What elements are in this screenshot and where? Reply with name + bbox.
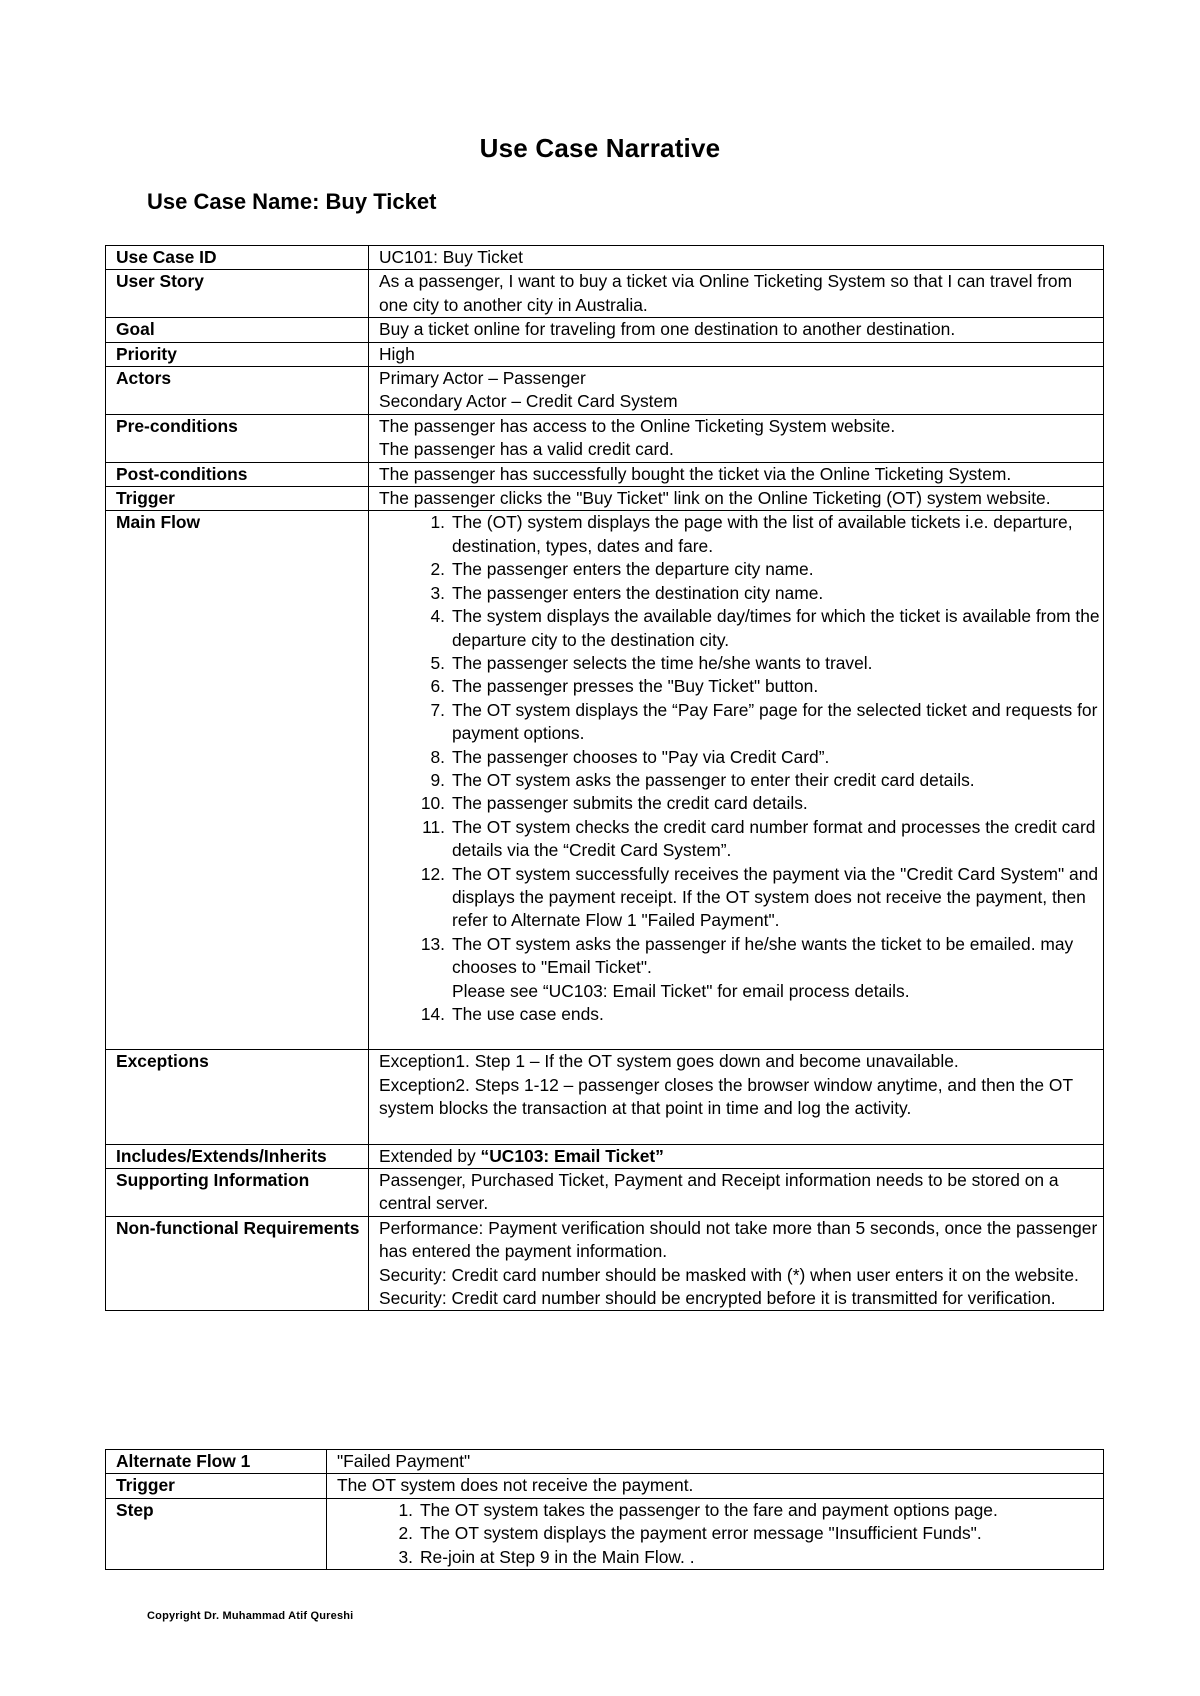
use-case-id-value: UC101: Buy Ticket (369, 246, 1104, 270)
list-item (379, 933, 1100, 1003)
includes-value (369, 1144, 1104, 1168)
step-text: Re-join at Step 9 in the Main Flow. . (420, 1546, 695, 1567)
user-story-value: As a passenger, I want to buy a ticket via Online Ticketing System so that I can travel from one city to another city in Australia. (369, 270, 1104, 318)
copyright-footer: Copyright Dr. Muhammad Atif Qureshi (147, 1610, 354, 1622)
step-text: The OT system displays the payment error message "Insufficient Funds". (420, 1523, 982, 1544)
list-item (379, 511, 1100, 558)
exception-item: Exception1. Step 1 – If the OT system goes down and become unavailable. (379, 1051, 959, 1072)
step-number: 2. (430, 559, 445, 580)
exceptions-label: Exceptions (106, 1050, 369, 1144)
list-item (337, 1522, 1100, 1545)
step-text: The passenger selects the time he/she wants to travel. (452, 652, 873, 673)
trigger-value: The passenger clicks the "Buy Ticket" link on the Online Ticketing (OT) system website. (369, 487, 1104, 511)
supporting-information-value: Passenger, Purchased Ticket, Payment and Receipt information needs to be stored on a central server. (369, 1169, 1104, 1217)
list-item (379, 746, 1100, 769)
pre-conditions-value (369, 414, 1104, 462)
table-row-main-flow (106, 511, 1104, 1050)
table-row-alternate-flow (106, 1450, 1104, 1474)
main-flow-value (369, 511, 1104, 1050)
step-number: 9. (430, 769, 445, 790)
step-number: 1. (398, 1499, 413, 1520)
step-text: The system displays the available day/times for which the ticket is available from the departure city to the destination city. (452, 606, 1100, 650)
alternate-flow-table (105, 1449, 1104, 1570)
step-number: 3. (430, 582, 445, 603)
includes-reference: “UC103: Email Ticket” (480, 1145, 664, 1166)
table-row-alt-trigger (106, 1474, 1104, 1498)
table-row-post-conditions (106, 462, 1104, 486)
post-conditions-label: Post-conditions (106, 462, 369, 486)
primary-actor: Primary Actor – Passenger (379, 368, 586, 389)
alt-step-value (327, 1498, 1104, 1569)
alternate-flow-steps (337, 1499, 1100, 1569)
step-text: The use case ends. (452, 1004, 604, 1024)
step-text: The passenger enters the departure city name. (452, 559, 814, 580)
table-row-pre-conditions (106, 414, 1104, 462)
table-row-exceptions (106, 1050, 1104, 1144)
actors-label: Actors (106, 367, 369, 415)
list-item (379, 582, 1100, 605)
step-text: The passenger presses the "Buy Ticket" button. (452, 676, 819, 697)
table-row-goal (106, 318, 1104, 342)
supporting-information-label: Supporting Information (106, 1169, 369, 1217)
list-item (379, 1003, 1100, 1026)
exception-item: Exception2. Steps 1-12 – passenger closes the browser window anytime, and then the OT system blocks the transaction at that point in time and log the activity. (379, 1074, 1073, 1119)
step-number: 8. (430, 746, 445, 767)
step-text: The (OT) system displays the page with the list of available tickets i.e. departure, destination, types, dates and fare. (452, 512, 1073, 556)
step-text: The passenger submits the credit card details. (452, 793, 808, 814)
list-item (379, 652, 1100, 675)
post-conditions-value: The passenger has successfully bought the ticket via the Online Ticketing System. (369, 462, 1104, 486)
table-row-supporting-information (106, 1169, 1104, 1217)
list-item (379, 816, 1100, 863)
table-row-actors (106, 367, 1104, 415)
step-text: The OT system asks the passenger to enter their credit card details. (452, 769, 975, 790)
list-item (379, 605, 1100, 652)
step-text: The OT system asks the passenger if he/she wants the ticket to be emailed. may chooses to "Email Ticket". (452, 933, 1074, 978)
use-case-table (105, 245, 1104, 1311)
step-number: 7. (430, 699, 445, 720)
table-row-trigger (106, 487, 1104, 511)
goal-value: Buy a ticket online for traveling from one destination to another destination. (369, 318, 1104, 342)
step-number: 2. (398, 1523, 413, 1544)
step-number: 5. (430, 652, 445, 673)
non-functional-label: Non-functional Requirements (106, 1216, 369, 1311)
trigger-label: Trigger (106, 487, 369, 511)
step-text: The OT system displays the “Pay Fare” page for the selected ticket and requests for payment options. (452, 699, 1098, 744)
step-text: The OT system checks the credit card number format and processes the credit card details via the “Credit Card System”. (452, 816, 1096, 861)
goal-label: Goal (106, 318, 369, 342)
secondary-actor: Secondary Actor – Credit Card System (379, 391, 678, 412)
use-case-id-label: Use Case ID (106, 246, 369, 270)
step-number: 6. (430, 676, 445, 697)
step-note: Please see “UC103: Email Ticket" for email process details. (452, 980, 910, 1001)
list-item (379, 558, 1100, 581)
pre-condition-item: The passenger has access to the Online Ticketing System website. (379, 415, 896, 436)
user-story-label: User Story (106, 270, 369, 318)
alternate-flow-label: Alternate Flow 1 (106, 1450, 327, 1474)
list-item (337, 1499, 1100, 1522)
step-number: 12. (420, 863, 445, 884)
pre-condition-item: The passenger has a valid credit card. (379, 439, 674, 460)
page-title: Use Case Narrative (479, 133, 721, 163)
non-functional-value (369, 1216, 1104, 1311)
list-item (379, 769, 1100, 792)
alt-trigger-label: Trigger (106, 1474, 327, 1498)
use-case-name-heading: Use Case Name: Buy Ticket (147, 189, 437, 214)
step-number: 3. (398, 1546, 413, 1567)
requirement-item: Security: Credit card number should be masked with (*) when user enters it on the website. (379, 1264, 1079, 1285)
requirement-item: Security: Credit card number should be encrypted before it is transmitted for verification. (379, 1288, 1056, 1309)
step-text: The OT system takes the passenger to the fare and payment options page. (420, 1499, 998, 1520)
step-text: The passenger enters the destination city name. (452, 582, 824, 603)
main-flow-steps (379, 511, 1100, 1026)
table-row-user-story (106, 270, 1104, 318)
table-row-use-case-id (106, 246, 1104, 270)
exceptions-value (369, 1050, 1104, 1144)
step-number: 11. (422, 816, 445, 837)
step-number: 1. (430, 512, 445, 533)
priority-label: Priority (106, 342, 369, 366)
alt-trigger-value: The OT system does not receive the payment. (327, 1474, 1104, 1498)
list-item (379, 863, 1100, 933)
actors-value (369, 367, 1104, 415)
step-number: 14. (420, 1004, 445, 1024)
list-item (379, 792, 1100, 815)
list-item (379, 675, 1100, 698)
requirement-item: Performance: Payment verification should not take more than 5 seconds, once the passenger has entered the payment information. (379, 1217, 1098, 1262)
table-row-priority (106, 342, 1104, 366)
includes-label: Includes/Extends/Inherits (106, 1144, 369, 1168)
step-number: 10. (420, 793, 445, 814)
list-item (337, 1546, 1100, 1569)
table-row-includes (106, 1144, 1104, 1168)
pre-conditions-label: Pre-conditions (106, 414, 369, 462)
main-flow-label: Main Flow (106, 511, 369, 1050)
step-text: The OT system successfully receives the payment via the "Credit Card System" and displays the payment receipt. If the OT system does not receive the payment, then refer to Alternate Flow 1 "Failed Payment". (452, 863, 1099, 931)
table-row-alt-step (106, 1498, 1104, 1569)
priority-value: High (369, 342, 1104, 366)
list-item (379, 699, 1100, 746)
step-text: The passenger chooses to "Pay via Credit Card”. (452, 746, 830, 767)
step-number: 13. (420, 933, 445, 954)
step-number: 4. (430, 606, 445, 627)
table-row-non-functional (106, 1216, 1104, 1311)
includes-prefix: Extended by (379, 1145, 481, 1166)
alternate-flow-value: "Failed Payment" (327, 1450, 1104, 1474)
alt-step-label: Step (106, 1498, 327, 1569)
